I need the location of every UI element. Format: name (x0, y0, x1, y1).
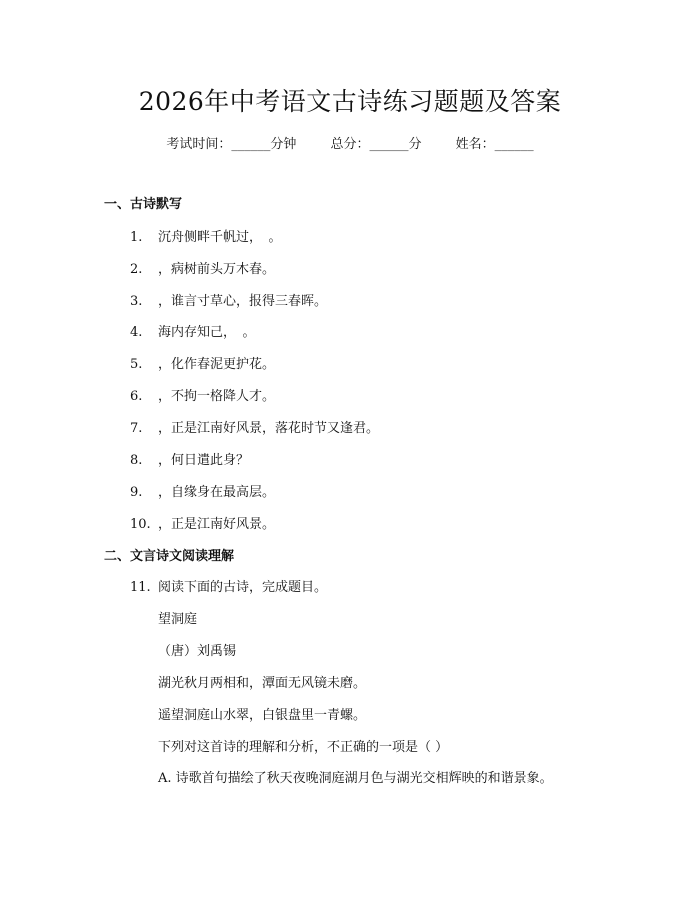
answer-option-a: A. 诗歌首句描绘了秋天夜晚洞庭湖月色与湖光交相辉映的和谐景象。 (158, 771, 553, 786)
section-heading-recitation: 一、古诗默写 (104, 197, 183, 212)
question-item (130, 353, 275, 372)
question-text: 沉舟侧畔千帆过， 。 (158, 230, 282, 245)
question-number: 6. (130, 389, 143, 404)
question-number: 4. (130, 325, 143, 340)
question-item (130, 513, 275, 532)
question-item (130, 226, 282, 245)
question-item (130, 385, 275, 404)
question-item (130, 417, 379, 436)
total-score-field: 总分：______分 (330, 137, 422, 152)
question-number: 7. (130, 421, 143, 436)
question-prompt: 下列对这首诗的理解和分析，不正确的一项是（ ） (158, 740, 449, 755)
question-text: ，谁言寸草心，报得三春晖。 (158, 294, 328, 309)
section-heading-classical-reading: 二、文言诗文阅读理解 (104, 549, 235, 564)
poem-line: 湖光秋月两相和，潭面无风镜未磨。 (158, 676, 367, 691)
poem-title: 望洞庭 (158, 612, 198, 627)
question-number: 11. (130, 580, 151, 595)
question-text: ，自缘身在最高层。 (158, 485, 276, 500)
question-item (130, 258, 275, 277)
question-number: 1. (130, 230, 143, 245)
question-text: ，正是江南好风景。 (158, 517, 276, 532)
question-number: 10. (130, 517, 151, 532)
question-item (130, 321, 256, 340)
question-number: 2. (130, 262, 143, 277)
poem-author: （唐）刘禹锡 (158, 644, 237, 659)
exam-meta (0, 133, 700, 152)
question-item (130, 576, 327, 595)
question-text: ，化作春泥更护花。 (158, 357, 276, 372)
question-item (130, 449, 249, 468)
question-text: ，病树前头万木春。 (158, 262, 276, 277)
question-text: 海内存知己， 。 (158, 325, 256, 340)
question-text: ，正是江南好风景，落花时节又逢君。 (158, 421, 380, 436)
question-text: ，何日遣此身？ (158, 453, 250, 468)
question-number: 3. (130, 294, 143, 309)
question-number: 8. (130, 453, 143, 468)
question-text: 阅读下面的古诗，完成题目。 (158, 580, 328, 595)
question-text: ，不拘一格降人才。 (158, 389, 276, 404)
question-item (130, 290, 327, 309)
name-field: 姓名：______ (455, 137, 534, 152)
question-item (130, 481, 275, 500)
exam-time-field: 考试时间：______分钟 (166, 137, 297, 152)
document-title: 2026年中考语文古诗练习题题及答案 (138, 87, 562, 116)
question-number: 5. (130, 357, 143, 372)
question-number: 9. (130, 485, 143, 500)
poem-line: 遥望洞庭山水翠，白银盘里一青螺。 (158, 708, 367, 723)
